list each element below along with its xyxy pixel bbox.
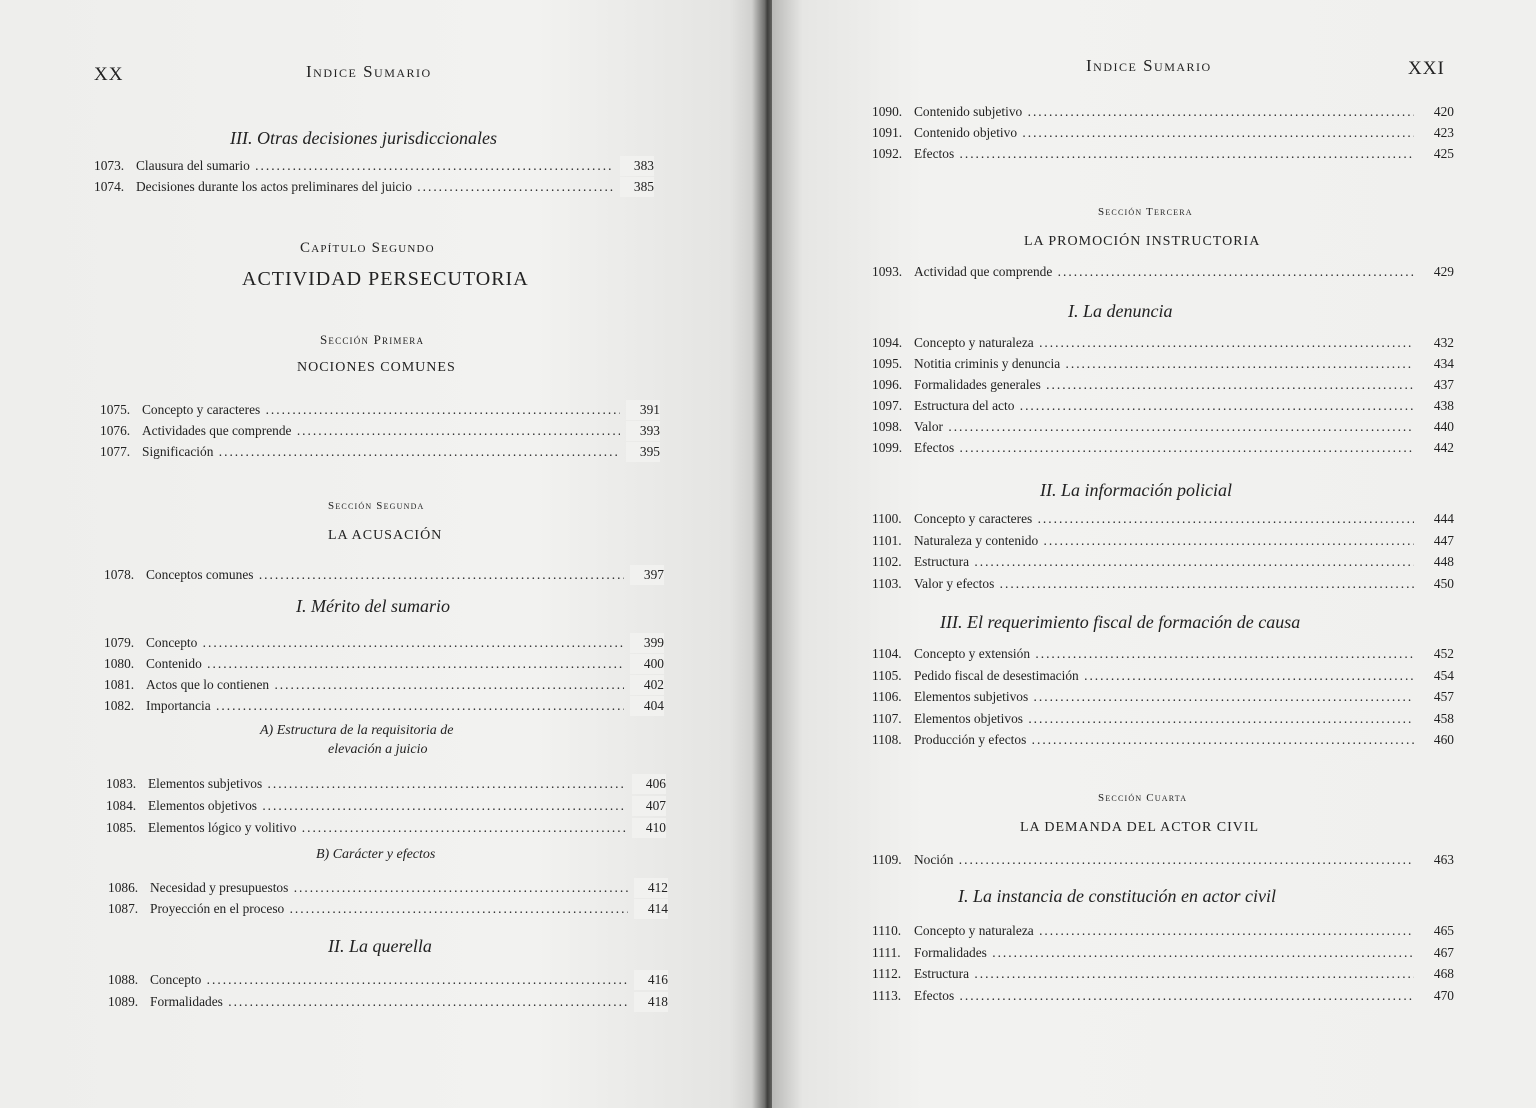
entry-number: 1089. bbox=[108, 994, 139, 1009]
toc-entry bbox=[872, 986, 1454, 1006]
toc-entry bbox=[106, 796, 666, 816]
entry-number: 1082. bbox=[104, 698, 135, 713]
toc-entry bbox=[94, 177, 654, 197]
toc-entry bbox=[872, 709, 1454, 729]
entry-number: 1076. bbox=[100, 423, 131, 438]
entry-title: Clausura del sumario ..... bbox=[136, 156, 614, 176]
toc-entry bbox=[872, 964, 1454, 984]
entry-page: 432 bbox=[1433, 335, 1454, 350]
section1-title: NOCIONES COMUNES bbox=[297, 360, 456, 375]
entry-number: 1090. bbox=[872, 104, 903, 119]
entry-page: 440 bbox=[1433, 419, 1454, 434]
toc-entry bbox=[872, 531, 1454, 551]
entry-page: 470 bbox=[1433, 987, 1454, 1003]
entry-page: 444 bbox=[1433, 511, 1454, 526]
entry-number: 1078. bbox=[104, 567, 135, 582]
entry-title: Efectos ..... bbox=[914, 986, 1414, 1006]
entry-title: Actividad que comprende ..... bbox=[914, 262, 1414, 282]
entry-title: Formalidades ..... bbox=[914, 943, 1414, 963]
entry-number: 1074. bbox=[94, 179, 125, 194]
toc-entry bbox=[872, 509, 1454, 529]
toc-entry bbox=[872, 438, 1454, 458]
section2-label: Sección Segunda bbox=[328, 500, 425, 512]
toc-entry bbox=[872, 644, 1454, 664]
entry-title: Estructura ..... bbox=[914, 964, 1414, 984]
section1-label: Sección Primera bbox=[320, 332, 425, 347]
entry-title: Importancia ..... bbox=[146, 696, 624, 716]
entry-page: 412 bbox=[634, 878, 668, 898]
entry-title: Actividades que comprende ..... bbox=[142, 421, 620, 441]
section4-title: LA DEMANDA DEL ACTOR CIVIL bbox=[1020, 820, 1260, 835]
entry-number: 1083. bbox=[106, 776, 137, 791]
entry-title: Valor y efectos ..... bbox=[914, 574, 1414, 594]
toc-entry bbox=[108, 899, 668, 919]
entry-number: 1099. bbox=[872, 440, 903, 455]
entry-number: 1081. bbox=[104, 677, 135, 692]
entry-number: 1085. bbox=[106, 820, 137, 835]
entry-title: Significación ..... bbox=[142, 442, 620, 462]
entry-page: 385 bbox=[620, 177, 654, 197]
entry-page: 465 bbox=[1433, 923, 1454, 938]
left-running-head: Indice Sumario bbox=[306, 62, 432, 81]
policial-title: II. La información policial bbox=[1040, 480, 1232, 500]
toc-entry bbox=[872, 354, 1454, 374]
querella-title: II. La querella bbox=[328, 936, 432, 956]
toc-entry bbox=[872, 552, 1454, 572]
toc-entry bbox=[100, 421, 660, 441]
entry-number: 1075. bbox=[100, 402, 131, 417]
toc-entry bbox=[104, 675, 664, 695]
entry-number: 1079. bbox=[104, 635, 135, 650]
entry-number: 1073. bbox=[94, 158, 125, 173]
toc-entry bbox=[108, 992, 668, 1012]
entry-page: 434 bbox=[1433, 356, 1454, 371]
entry-page: 467 bbox=[1433, 944, 1454, 960]
section3-title: LA PROMOCIÓN INSTRUCTORIA bbox=[1024, 234, 1261, 249]
entry-number: 1101. bbox=[872, 532, 902, 548]
toc-entry bbox=[872, 850, 1454, 870]
entry-title: Concepto y extensión ..... bbox=[914, 644, 1414, 664]
toc-entry bbox=[872, 687, 1454, 707]
entry-page: 447 bbox=[1433, 532, 1454, 548]
entry-title: Elementos objetivos ..... bbox=[914, 709, 1414, 729]
entry-number: 1107. bbox=[872, 710, 902, 726]
entry-page: 450 bbox=[1433, 575, 1454, 591]
entry-number: 1077. bbox=[100, 444, 131, 459]
entry-number: 1088. bbox=[108, 972, 139, 987]
entry-title: Producción y efectos ..... bbox=[914, 730, 1414, 750]
sub-b: B) Carácter y efectos bbox=[316, 847, 436, 862]
entry-title: Conceptos comunes ..... bbox=[146, 565, 624, 585]
entry-number: 1103. bbox=[872, 575, 902, 591]
entry-number: 1102. bbox=[872, 554, 902, 569]
entry-number: 1113. bbox=[872, 987, 902, 1003]
toc-entry bbox=[872, 123, 1454, 143]
entry-title: Concepto y caracteres ..... bbox=[142, 400, 620, 420]
toc-entry bbox=[872, 262, 1454, 282]
entry-number: 1095. bbox=[872, 356, 903, 371]
right-page bbox=[772, 0, 1536, 1108]
denuncia-title: I. La denuncia bbox=[1068, 301, 1173, 321]
entry-page: 393 bbox=[626, 421, 660, 441]
entry-number: 1104. bbox=[872, 646, 902, 661]
entry-number: 1108. bbox=[872, 732, 902, 747]
entry-title: Decisiones durante los actos preliminares del juicio ..... bbox=[136, 177, 614, 197]
entry-page: 429 bbox=[1433, 264, 1454, 279]
entry-number: 1094. bbox=[872, 335, 903, 350]
toc-entry bbox=[872, 102, 1454, 122]
entry-page: 400 bbox=[630, 654, 664, 674]
toc-entry bbox=[872, 666, 1454, 686]
entry-number: 1086. bbox=[108, 880, 139, 895]
entry-page: 463 bbox=[1433, 852, 1454, 867]
left-part3-title: III. Otras decisiones jurisdiccionales bbox=[230, 128, 497, 148]
toc-entry bbox=[104, 565, 664, 585]
toc-entry bbox=[100, 400, 660, 420]
merito-title: I. Mérito del sumario bbox=[296, 596, 450, 616]
toc-entry bbox=[100, 442, 660, 462]
toc-entry bbox=[872, 574, 1454, 594]
entry-title: Noción ..... bbox=[914, 850, 1414, 870]
entry-page: 416 bbox=[634, 970, 668, 990]
chapter-title: ACTIVIDAD PERSECUTORIA bbox=[242, 268, 529, 290]
entry-page: 442 bbox=[1433, 440, 1454, 455]
toc-entry bbox=[104, 654, 664, 674]
entry-page: 448 bbox=[1433, 554, 1454, 569]
requerimiento-title: III. El requerimiento fiscal de formación de causa bbox=[940, 612, 1301, 632]
entry-number: 1092. bbox=[872, 146, 903, 161]
entry-title: Efectos ..... bbox=[914, 144, 1414, 164]
section4-label: Sección Cuarta bbox=[1098, 792, 1188, 804]
entry-title: Formalidades generales ..... bbox=[914, 375, 1414, 395]
entry-page: 438 bbox=[1433, 398, 1454, 413]
entry-title: Contenido subjetivo ..... bbox=[914, 102, 1414, 122]
toc-entry bbox=[106, 818, 666, 838]
entry-number: 1112. bbox=[872, 966, 902, 981]
sub-a-line1: A) Estructura de la requisitoria de bbox=[260, 723, 454, 738]
entry-page: 395 bbox=[626, 442, 660, 462]
toc-entry bbox=[872, 417, 1454, 437]
entry-page: 454 bbox=[1433, 667, 1454, 683]
entry-title: Elementos subjetivos ..... bbox=[914, 687, 1414, 707]
entry-page: 414 bbox=[634, 899, 668, 919]
entry-page: 425 bbox=[1433, 146, 1454, 161]
entry-page: 468 bbox=[1433, 966, 1454, 981]
entry-page: 383 bbox=[620, 156, 654, 176]
entry-title: Valor ..... bbox=[914, 417, 1414, 437]
toc-entry bbox=[108, 878, 668, 898]
entry-title: Concepto ..... bbox=[146, 633, 624, 653]
entry-number: 1100. bbox=[872, 511, 902, 526]
entry-title: Contenido ..... bbox=[146, 654, 624, 674]
entry-number: 1111. bbox=[872, 944, 901, 960]
entry-number: 1084. bbox=[106, 798, 137, 813]
left-page bbox=[0, 0, 760, 1108]
entry-number: 1093. bbox=[872, 264, 903, 279]
entry-title: Naturaleza y contenido ..... bbox=[914, 531, 1414, 551]
left-folio: XX bbox=[94, 64, 124, 85]
entry-title: Elementos subjetivos ..... bbox=[148, 774, 626, 794]
toc-entry bbox=[872, 396, 1454, 416]
entry-number: 1109. bbox=[872, 852, 902, 867]
entry-page: 423 bbox=[1433, 125, 1454, 140]
entry-page: 458 bbox=[1433, 710, 1454, 726]
section3-label: Sección Tercera bbox=[1098, 206, 1193, 218]
toc-entry bbox=[872, 144, 1454, 164]
toc-entry bbox=[872, 943, 1454, 963]
instancia-title: I. La instancia de constitución en actor civil bbox=[958, 886, 1276, 906]
entry-title: Necesidad y presupuestos ..... bbox=[150, 878, 628, 898]
entry-title: Pedido fiscal de desestimación ..... bbox=[914, 666, 1414, 686]
toc-entry bbox=[104, 633, 664, 653]
entry-number: 1105. bbox=[872, 667, 902, 683]
toc-entry bbox=[872, 375, 1454, 395]
entry-page: 404 bbox=[630, 696, 664, 716]
entry-title: Formalidades ..... bbox=[150, 992, 628, 1012]
sub-a-line2: elevación a juicio bbox=[328, 742, 428, 757]
right-running-head: Indice Sumario bbox=[1086, 56, 1212, 75]
entry-page: 420 bbox=[1433, 104, 1454, 119]
entry-title: Concepto y caracteres ..... bbox=[914, 509, 1414, 529]
entry-page: 397 bbox=[630, 565, 664, 585]
entry-page: 457 bbox=[1433, 689, 1454, 704]
entry-page: 391 bbox=[626, 400, 660, 420]
entry-title: Elementos objetivos ..... bbox=[148, 796, 626, 816]
entry-title: Contenido objetivo ..... bbox=[914, 123, 1414, 143]
entry-number: 1080. bbox=[104, 656, 135, 671]
entry-title: Actos que lo contienen ..... bbox=[146, 675, 624, 695]
entry-page: 460 bbox=[1433, 732, 1454, 747]
entry-page: 410 bbox=[632, 818, 666, 838]
entry-number: 1110. bbox=[872, 923, 902, 938]
toc-entry bbox=[872, 333, 1454, 353]
entry-title: Concepto y naturaleza ..... bbox=[914, 333, 1414, 353]
entry-number: 1098. bbox=[872, 419, 903, 434]
toc-entry bbox=[104, 696, 664, 716]
chapter-label: Capítulo Segundo bbox=[300, 240, 435, 256]
section2-title: LA ACUSACIÓN bbox=[328, 528, 443, 543]
right-folio: XXI bbox=[1408, 58, 1445, 79]
entry-title: Estructura ..... bbox=[914, 552, 1414, 572]
entry-page: 402 bbox=[630, 675, 664, 695]
toc-entry bbox=[106, 774, 666, 794]
entry-number: 1091. bbox=[872, 125, 903, 140]
toc-entry bbox=[108, 970, 668, 990]
entry-number: 1096. bbox=[872, 377, 903, 392]
entry-page: 452 bbox=[1433, 646, 1454, 661]
entry-page: 437 bbox=[1433, 377, 1454, 392]
entry-page: 418 bbox=[634, 992, 668, 1012]
toc-entry bbox=[872, 730, 1454, 750]
entry-page: 406 bbox=[632, 774, 666, 794]
entry-title: Proyección en el proceso ..... bbox=[150, 899, 628, 919]
entry-title: Notitia criminis y denuncia ..... bbox=[914, 354, 1414, 374]
toc-entry bbox=[94, 156, 654, 176]
toc-entry bbox=[872, 921, 1454, 941]
entry-title: Estructura del acto ..... bbox=[914, 396, 1414, 416]
entry-title: Elementos lógico y volitivo ..... bbox=[148, 818, 626, 838]
entry-number: 1097. bbox=[872, 398, 903, 413]
entry-number: 1087. bbox=[108, 901, 139, 916]
entry-title: Concepto y naturaleza ..... bbox=[914, 921, 1414, 941]
entry-page: 407 bbox=[632, 796, 666, 816]
entry-number: 1106. bbox=[872, 689, 902, 704]
entry-page: 399 bbox=[630, 633, 664, 653]
entry-title: Concepto ..... bbox=[150, 970, 628, 990]
entry-title: Efectos ..... bbox=[914, 438, 1414, 458]
